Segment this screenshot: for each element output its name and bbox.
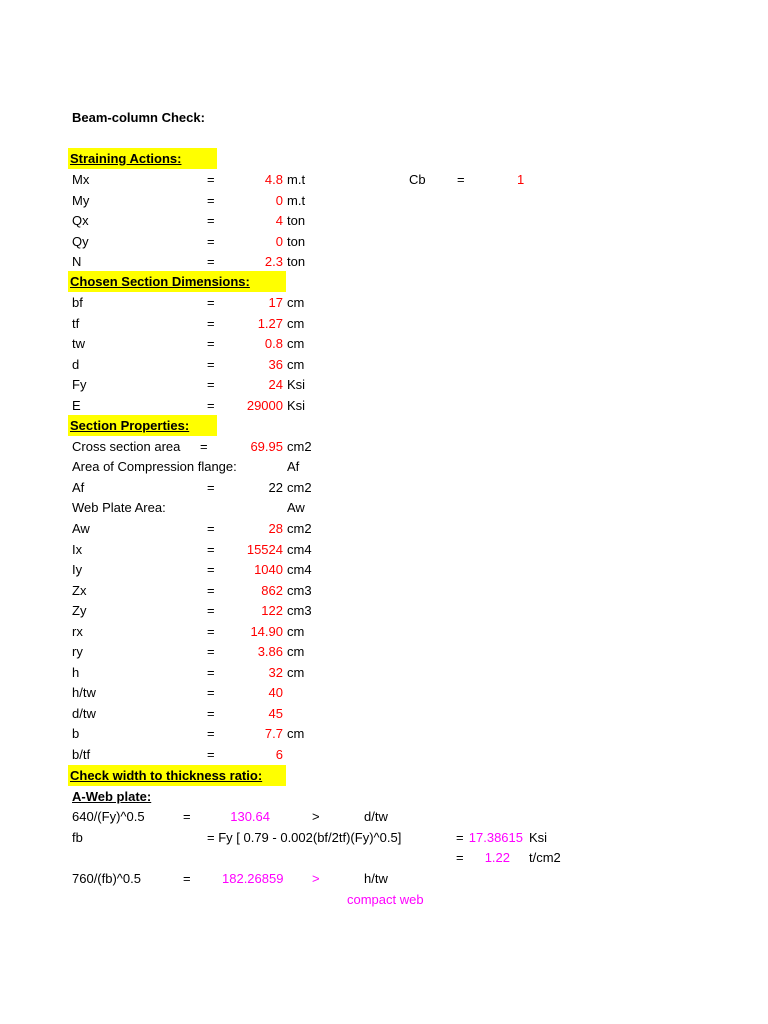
row-unit: cm3 <box>287 603 312 618</box>
equals-sign: = <box>207 521 215 536</box>
row-value: 29000 <box>246 397 283 413</box>
fb-unit-tcm2: t/cm2 <box>529 850 561 865</box>
row-value: 1.27 <box>257 315 283 331</box>
equals-sign: = <box>207 213 215 228</box>
equals-sign: = <box>207 295 215 310</box>
row-unit: cm <box>287 356 305 372</box>
fb-unit-ksi: Ksi <box>529 830 548 845</box>
equals-sign: = <box>457 172 465 187</box>
row-unit: m.t <box>287 192 306 208</box>
equals-sign: = <box>207 480 215 495</box>
row-value: 17 <box>268 295 283 310</box>
equals-sign: = <box>207 541 215 557</box>
row-value: 14.90 <box>250 623 283 639</box>
row-value: 0 <box>275 192 283 208</box>
row-label: E <box>72 397 81 413</box>
section-properties-heading: Section Properties: <box>68 415 217 436</box>
row-value: 1040 <box>254 562 283 577</box>
row-value: 0 <box>275 233 283 249</box>
equals-sign: = <box>207 172 215 187</box>
row-value: 15524 <box>246 541 283 557</box>
fb-value-tcm2: 1.22 <box>484 850 510 865</box>
row-unit: cm2 <box>287 480 312 495</box>
equals-sign: = <box>207 603 215 618</box>
equals-sign: = <box>207 397 215 413</box>
equals-sign: = <box>207 315 215 331</box>
equals-sign: = <box>207 582 215 598</box>
row-value: 2.3 <box>264 254 283 269</box>
row-unit: cm <box>287 295 305 310</box>
equals-sign: = <box>207 664 215 680</box>
row-value: 69.95 <box>250 439 283 454</box>
equals-sign: = <box>207 623 215 639</box>
equals-sign: = <box>207 377 215 392</box>
row-unit: cm <box>287 336 305 351</box>
limit1-compare: d/tw <box>364 809 388 824</box>
row-unit: cm4 <box>287 541 312 557</box>
row-value: 4 <box>275 213 283 228</box>
row-label: tf <box>72 315 80 331</box>
row-unit: cm <box>287 644 305 659</box>
row-label: h <box>72 664 80 680</box>
row-label: b/tf <box>72 746 91 762</box>
web-area-symbol: Aw <box>287 500 305 515</box>
equals-sign: = <box>207 192 215 208</box>
row-label: Fy <box>72 377 87 392</box>
web-plate-heading: A-Web plate: <box>72 789 152 804</box>
equals-sign: = <box>456 850 464 865</box>
row-unit: Ksi <box>287 397 306 413</box>
row-label: N <box>72 254 82 269</box>
equals-sign: = <box>207 336 215 351</box>
row-label: h/tw <box>72 685 96 700</box>
row-unit: ton <box>287 213 306 228</box>
equals-sign: = <box>207 356 215 372</box>
row-unit: cm2 <box>287 439 312 454</box>
web-area-text: Web Plate Area: <box>72 500 166 515</box>
limit2-compare: h/tw <box>364 871 388 886</box>
row-label: bf <box>72 295 83 310</box>
row-value: 40 <box>268 685 283 700</box>
row-value: 6 <box>275 746 283 762</box>
limit2-label: 760/(fb)^0.5 <box>72 871 141 886</box>
row-label: Aw <box>72 521 90 536</box>
row-value: 36 <box>268 356 283 372</box>
row-label: Qy <box>72 233 89 249</box>
row-value: 24 <box>268 377 283 392</box>
row-label: Cross section area <box>72 439 181 454</box>
row-unit: cm <box>287 623 305 639</box>
equals-sign: = <box>200 439 208 454</box>
row-label: Qx <box>72 213 89 228</box>
row-value: 28 <box>268 521 283 536</box>
row-value: 0.8 <box>264 336 283 351</box>
width-thickness-heading: Check width to thickness ratio: <box>68 765 286 786</box>
comp-flange-text: Area of Compression flange: <box>72 459 237 474</box>
row-label: ry <box>72 644 83 659</box>
page-title: Beam-column Check: <box>72 110 205 125</box>
equals-sign: = <box>207 562 215 577</box>
row-value: 45 <box>268 705 283 721</box>
result-text: compact web <box>347 892 424 907</box>
equals-sign: = <box>207 254 215 269</box>
row-unit: ton <box>287 254 306 269</box>
row-unit: cm <box>287 664 305 680</box>
row-label: Af <box>72 480 85 495</box>
limit2-value: 182.26859 <box>222 871 284 886</box>
equals-sign: = <box>207 233 215 249</box>
row-value: 22 <box>268 480 283 495</box>
row-label: Iy <box>72 562 83 577</box>
equals-sign: = <box>456 830 464 845</box>
equals-sign: = <box>207 705 215 721</box>
row-label: rx <box>72 623 83 639</box>
limit1-label: 640/(Fy)^0.5 <box>72 809 145 824</box>
row-label: tw <box>72 336 85 351</box>
row-value: 4.8 <box>264 172 283 187</box>
row-label: d <box>72 356 80 372</box>
row-value: 862 <box>261 582 283 598</box>
section-dimensions-heading: Chosen Section Dimensions: <box>68 271 286 292</box>
row-unit: cm3 <box>287 582 312 598</box>
row-unit: cm <box>287 315 305 331</box>
row-unit: ton <box>287 233 306 249</box>
row-value: 7.7 <box>264 726 283 741</box>
limit1-value: 130.64 <box>230 809 270 824</box>
fb-label: fb <box>72 830 83 845</box>
equals-sign: = <box>207 726 215 741</box>
equals-sign: = <box>207 746 215 762</box>
row-label: b <box>72 726 80 741</box>
equals-sign: = <box>183 809 191 824</box>
row-unit: Ksi <box>287 377 306 392</box>
equals-sign: = <box>183 871 191 886</box>
comp-flange-symbol: Af <box>287 459 300 474</box>
straining-actions-heading: Straining Actions: <box>68 148 217 169</box>
limit2-operator: > <box>312 871 320 886</box>
row-unit: m.t <box>287 172 306 187</box>
fb-value-ksi: 17.38615 <box>468 830 523 845</box>
row-label: Ix <box>72 541 83 557</box>
row-value: 32 <box>268 664 283 680</box>
row-value: 122 <box>261 603 283 618</box>
row-label: Mx <box>72 172 90 187</box>
row-label: Zy <box>72 603 87 618</box>
equals-sign: = <box>207 644 215 659</box>
row-value: 3.86 <box>257 644 283 659</box>
cb-value: 1 <box>517 172 525 187</box>
equals-sign: = <box>207 685 215 700</box>
row-label: Zx <box>72 582 87 598</box>
row-unit: cm2 <box>287 521 312 536</box>
row-unit: cm <box>287 726 305 741</box>
row-unit: cm4 <box>287 562 312 577</box>
row-label: d/tw <box>72 705 96 721</box>
fb-formula: = Fy [ 0.79 - 0.002(bf/2tf)(Fy)^0.5] <box>207 830 402 845</box>
row-label: My <box>72 192 90 208</box>
cb-label: Cb <box>409 172 426 187</box>
limit1-operator: > <box>312 809 320 824</box>
